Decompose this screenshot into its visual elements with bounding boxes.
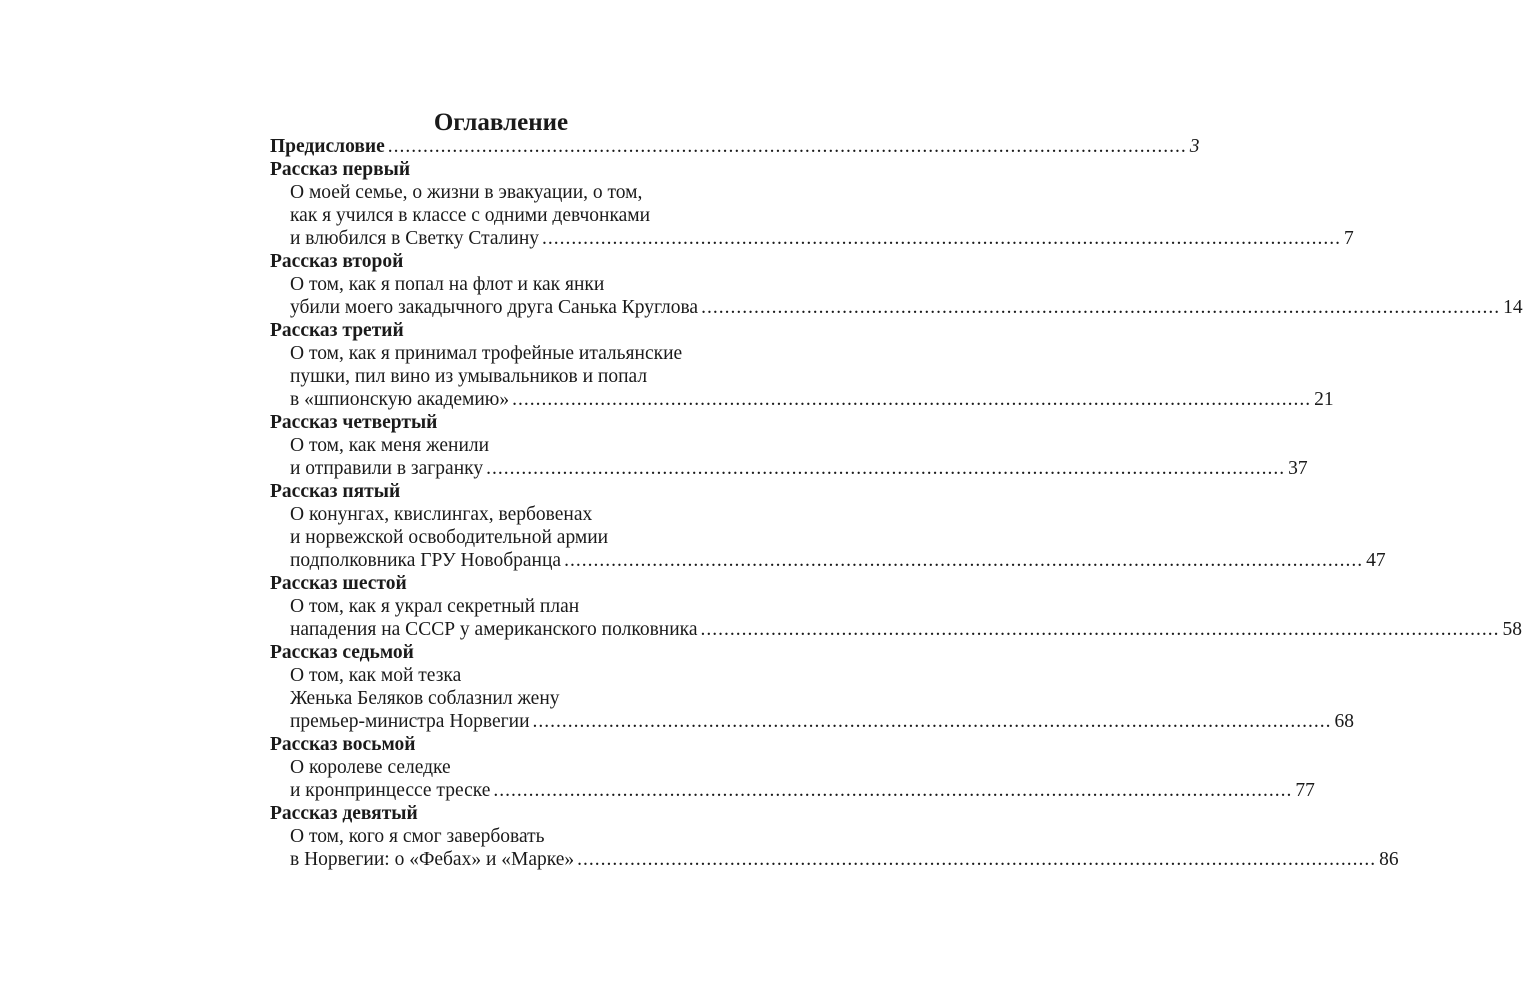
toc-page-number: 86 (1379, 849, 1399, 870)
toc-page-number: 77 (1295, 780, 1315, 801)
toc-story-description-text: и кронпринцессе треске (290, 780, 491, 801)
toc-story-description-line: О конунгах, квислингах, вербовенах (290, 504, 593, 525)
toc-story-description-line: пушки, пил вино из умывальников и попал (290, 366, 648, 387)
toc-story-description-line: О моей семье, о жизни в эвакуации, о том, (290, 182, 643, 203)
toc-story-description-text: премьер-министра Норвегии (290, 711, 530, 732)
toc-page-number: 7 (1344, 228, 1354, 249)
dot-leader: ........................................................................................................................................ (512, 389, 1312, 410)
toc-story-description-text: убили моего закадычного друга Санька Круглова (290, 297, 699, 318)
toc-story-description-line (270, 710, 1355, 733)
toc-story-description-text: нападения на СССР у американского полковника (290, 619, 698, 640)
toc-page-number: 47 (1366, 550, 1386, 571)
toc-story-heading: Рассказ девятый (270, 803, 418, 824)
toc-story-description-line (270, 549, 1386, 572)
toc-story-heading: Рассказ шестой (270, 573, 407, 594)
toc-story-description-line (270, 457, 1308, 480)
toc-story-description-line (270, 227, 1354, 250)
toc-page-number: 21 (1314, 389, 1334, 410)
dot-leader: ........................................................................................................................................ (577, 849, 1377, 870)
toc-title: Оглавление (433, 109, 569, 136)
toc-story-description-line: О том, кого я смог завербовать (290, 826, 545, 847)
toc-story-description-line: О королеве селедке (290, 757, 451, 778)
toc-story[interactable] (270, 733, 1315, 802)
dot-leader: ........................................................................................................................................ (542, 228, 1342, 249)
toc-entry-preface[interactable] (270, 135, 1200, 158)
dot-leader: ........................................................................................................................................ (700, 619, 1500, 640)
toc-page-number: 14 (1503, 297, 1523, 318)
toc-story-description-text: в Норвегии: о «Фебах» и «Марке» (290, 849, 575, 870)
toc-story-description-line: О том, как мой тезка (290, 665, 462, 686)
toc-story-description-line: Женька Беляков соблазнил жену (290, 688, 560, 709)
toc-story-description-line: О том, как я принимал трофейные итальянские (290, 343, 683, 364)
toc-story-heading: Рассказ седьмой (270, 642, 414, 663)
toc-story-description-line: и норвежской освободительной армии (290, 527, 609, 548)
toc-story-description-text: и отправили в загранку (290, 458, 484, 479)
toc-story-heading: Рассказ пятый (270, 481, 401, 502)
toc-story-description-line: как я учился в классе с одними девчонками (290, 205, 651, 226)
toc-page-number: 58 (1502, 619, 1522, 640)
toc-story-description-line: О том, как я попал на флот и как янки (290, 274, 605, 295)
toc-story-heading: Рассказ четвертый (270, 412, 438, 433)
toc-story-description-line (270, 296, 1523, 319)
toc-story-heading: Рассказ второй (270, 251, 404, 272)
dot-leader: ........................................................................................................................................ (387, 136, 1187, 157)
toc-story-description-line (270, 848, 1399, 871)
toc-story-heading: Рассказ третий (270, 320, 404, 341)
toc-page-number: 37 (1288, 458, 1308, 479)
toc-story[interactable] (270, 802, 1399, 871)
toc-story[interactable] (270, 411, 1308, 480)
toc-story[interactable] (270, 572, 1522, 641)
toc-story[interactable] (270, 319, 1334, 411)
dot-leader: ........................................................................................................................................ (532, 711, 1332, 732)
toc-story-description-line (270, 618, 1522, 641)
toc-story-heading: Рассказ восьмой (270, 734, 416, 755)
toc-story[interactable] (270, 641, 1355, 733)
toc-story-description-line (270, 388, 1334, 411)
table-of-contents (270, 135, 1523, 871)
toc-story-description-line: О том, как я украл секретный план (290, 596, 580, 617)
toc-story-description-text: в «шпионскую академию» (290, 389, 510, 410)
dot-leader: ........................................................................................................................................ (564, 550, 1364, 571)
toc-story[interactable] (270, 158, 1354, 250)
toc-story[interactable] (270, 480, 1386, 572)
toc-entry-label: Предисловие (270, 136, 385, 157)
dot-leader: ........................................................................................................................................ (486, 458, 1286, 479)
toc-story-description-text: подполковника ГРУ Новобранца (290, 550, 562, 571)
dot-leader: ........................................................................................................................................ (493, 780, 1293, 801)
toc-page-number: 68 (1334, 711, 1355, 732)
dot-leader: ........................................................................................................................................ (701, 297, 1501, 318)
toc-story[interactable] (270, 250, 1523, 319)
toc-page-number: 3 (1189, 136, 1200, 157)
toc-story-description-line (270, 779, 1315, 802)
toc-story-description-line: О том, как меня женили (290, 435, 490, 456)
toc-story-description-text: и влюбился в Светку Сталину (290, 228, 540, 249)
toc-story-heading: Рассказ первый (270, 159, 411, 180)
